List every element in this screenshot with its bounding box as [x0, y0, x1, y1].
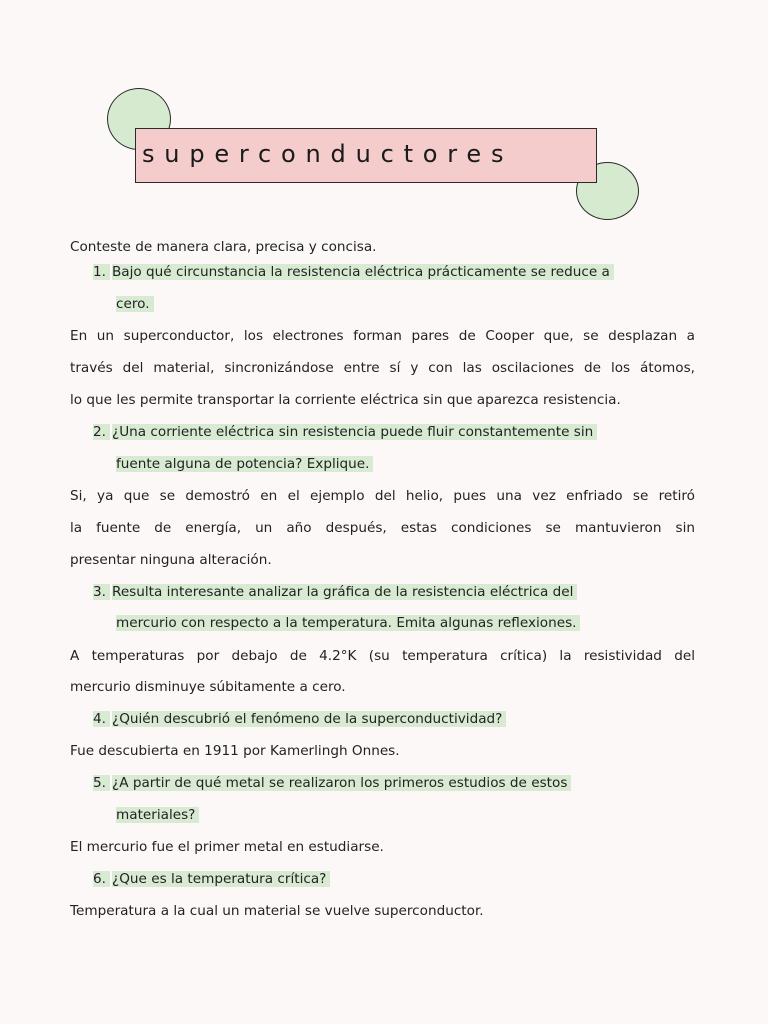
- question-text: ¿Que es la temperatura crítica?: [112, 871, 330, 887]
- question-text: cero.: [116, 296, 154, 312]
- question-1: [93, 262, 614, 282]
- answer-1-line-3: lo que les permite transportar la corriente eléctrica sin que aparezca resistencia.: [70, 392, 621, 408]
- question-text: ¿Una corriente eléctrica sin resistencia puede fluir constantemente sin: [112, 424, 597, 440]
- question-5-cont: [116, 805, 199, 825]
- question-5: [93, 773, 571, 793]
- answer-3-line-2: mercurio disminuye súbitamente a cero.: [70, 679, 346, 695]
- question-number: 2.: [93, 424, 110, 440]
- page-title: superconductores: [142, 140, 514, 168]
- question-2-cont: [116, 454, 373, 474]
- answer-6-line-1: Temperatura a la cual un material se vuelve superconductor.: [70, 903, 484, 919]
- title-banner: [135, 128, 597, 183]
- question-number: 1.: [93, 264, 110, 280]
- question-number: 5.: [93, 775, 110, 791]
- question-text: fuente alguna de potencia? Explique.: [116, 456, 373, 472]
- answer-1-line-1: En un superconductor, los electrones forman pares de Cooper que, se desplazan a: [70, 328, 695, 344]
- question-6: [93, 869, 330, 889]
- question-text: ¿A partir de qué metal se realizaron los primeros estudios de estos: [112, 775, 571, 791]
- question-text: Resulta interesante analizar la gráfica de la resistencia eléctrica del: [112, 584, 577, 600]
- answer-3-line-1: A temperaturas por debajo de 4.2°K (su temperatura crítica) la resistividad del: [70, 648, 695, 664]
- question-text: Bajo qué circunstancia la resistencia eléctrica prácticamente se reduce a: [112, 264, 614, 280]
- answer-2-line-2: la fuente de energía, un año después, estas condiciones se mantuvieron sin: [70, 520, 695, 536]
- question-text: materiales?: [116, 807, 199, 823]
- question-number: 3.: [93, 584, 110, 600]
- answer-2-line-1: Si, ya que se demostró en el ejemplo del helio, pues una vez enfriado se retiró: [70, 488, 695, 504]
- question-number: 4.: [93, 711, 110, 727]
- answer-1-line-2: través del material, sincronizándose entre sí y con las oscilaciones de los átomos,: [70, 360, 695, 376]
- answer-4-line-1: Fue descubierta en 1911 por Kamerlingh Onnes.: [70, 743, 400, 759]
- question-text: ¿Quién descubrió el fenómeno de la superconductividad?: [112, 711, 506, 727]
- question-text: mercurio con respecto a la temperatura. Emita algunas reflexiones.: [116, 615, 580, 631]
- answer-2-line-3: presentar ninguna alteración.: [70, 552, 272, 568]
- question-4: [93, 709, 506, 729]
- question-number: 6.: [93, 871, 110, 887]
- question-3-cont: [116, 613, 580, 633]
- answer-5-line-1: El mercurio fue el primer metal en estudiarse.: [70, 839, 384, 855]
- question-3: [93, 582, 577, 602]
- question-1-cont: [116, 294, 154, 314]
- question-2: [93, 422, 597, 442]
- instructions: Conteste de manera clara, precisa y concisa.: [70, 239, 377, 255]
